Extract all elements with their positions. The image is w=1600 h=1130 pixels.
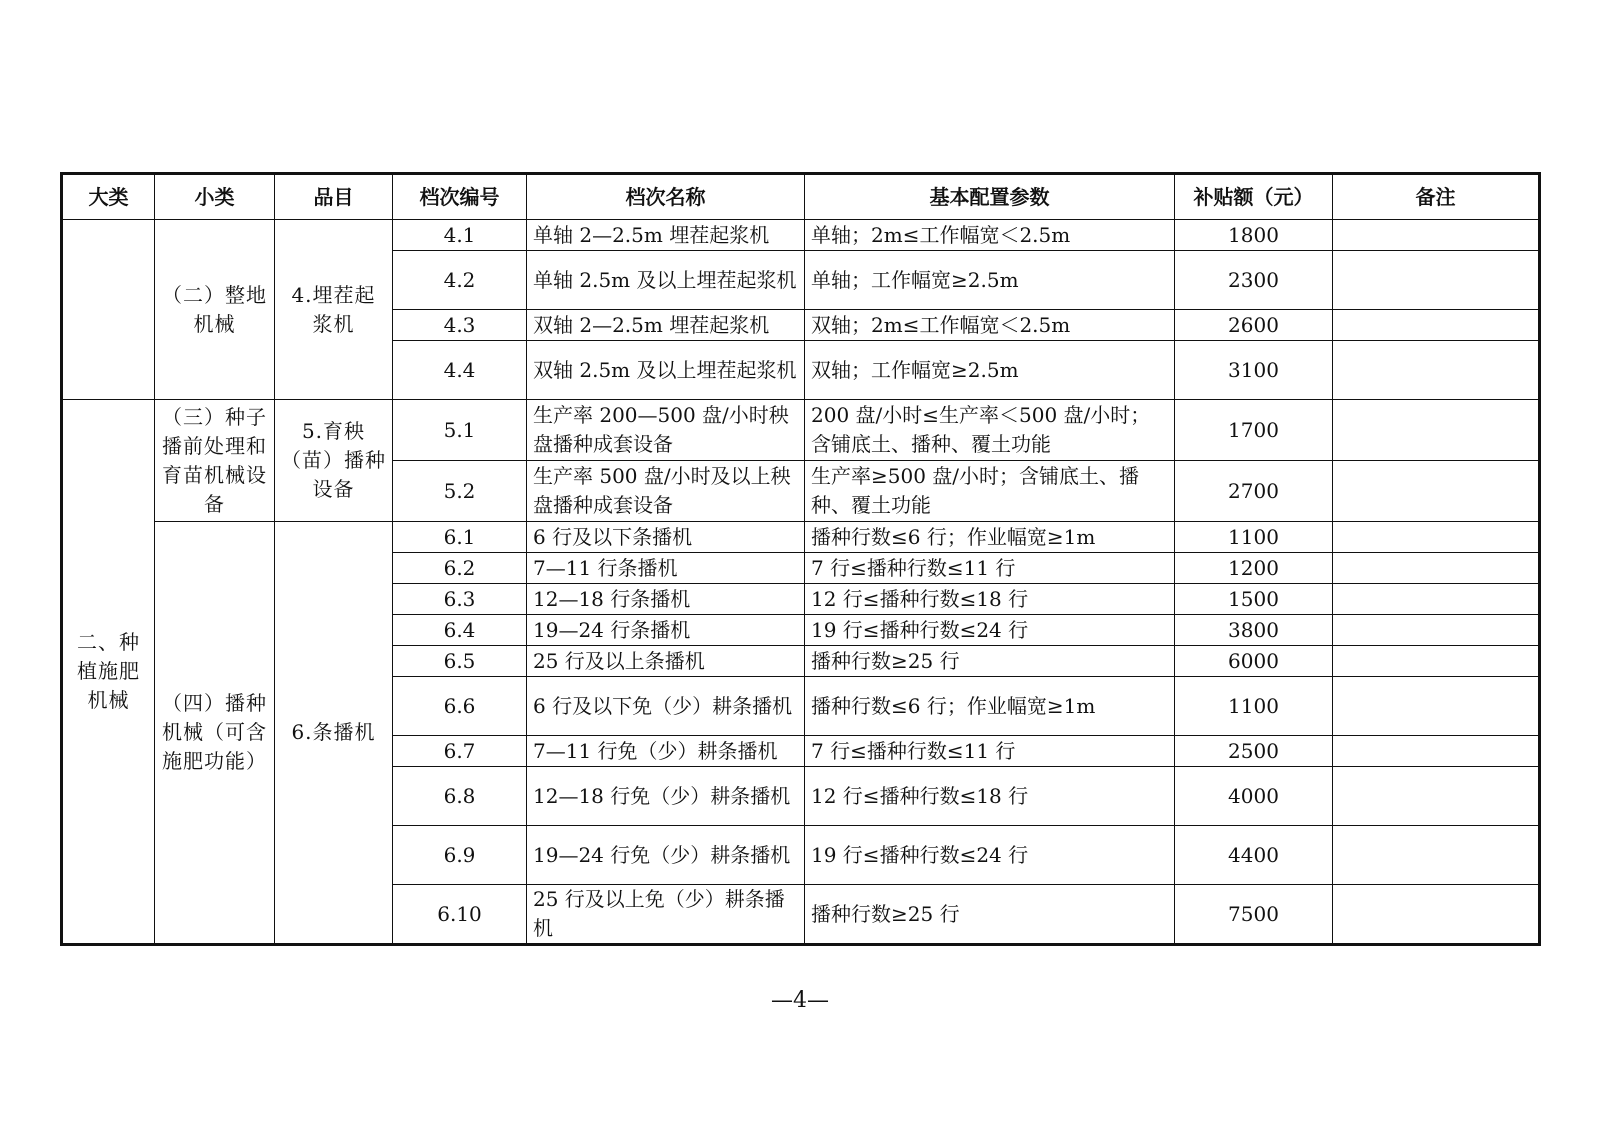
grade-name-cell: 25 行及以上条播机 [527,646,805,677]
item-cell: 5.育秧（苗）播种设备 [275,400,393,522]
params-cell: 200 盘/小时≤生产率＜500 盘/小时；含铺底土、播种、覆土功能 [805,400,1175,461]
grade-code-cell: 6.4 [393,615,527,646]
grade-code-cell: 6.5 [393,646,527,677]
item-cell: 6.条播机 [275,522,393,945]
params-cell: 12 行≤播种行数≤18 行 [805,584,1175,615]
grade-code-cell: 6.7 [393,736,527,767]
amount-cell: 2300 [1175,251,1333,310]
header-amount: 补贴额（元） [1175,174,1333,220]
note-cell [1333,310,1540,341]
grade-code-cell: 6.1 [393,522,527,553]
note-cell [1333,736,1540,767]
note-cell [1333,767,1540,826]
note-cell [1333,251,1540,310]
grade-code-cell: 6.9 [393,826,527,885]
amount-cell: 2700 [1175,461,1333,522]
subsidy-table [60,172,1541,946]
note-cell [1333,584,1540,615]
note-cell [1333,220,1540,251]
amount-cell: 1700 [1175,400,1333,461]
grade-code-cell: 4.4 [393,341,527,400]
amount-cell: 3800 [1175,615,1333,646]
grade-code-cell: 4.3 [393,310,527,341]
amount-cell: 2600 [1175,310,1333,341]
note-cell [1333,615,1540,646]
grade-code-cell: 6.8 [393,767,527,826]
params-cell: 播种行数≤6 行；作业幅宽≥1m [805,522,1175,553]
params-cell: 7 行≤播种行数≤11 行 [805,736,1175,767]
params-cell: 7 行≤播种行数≤11 行 [805,553,1175,584]
params-cell: 双轴；工作幅宽≥2.5m [805,341,1175,400]
grade-name-cell: 19—24 行免（少）耕条播机 [527,826,805,885]
subcategory-cell: （四）播种机械（可含施肥功能） [155,522,275,945]
amount-cell: 7500 [1175,885,1333,945]
page-number: —4— [771,988,829,1013]
params-cell: 19 行≤播种行数≤24 行 [805,615,1175,646]
grade-code-cell: 6.6 [393,677,527,736]
note-cell [1333,677,1540,736]
grade-name-cell: 双轴 2.5m 及以上埋茬起浆机 [527,341,805,400]
params-cell: 12 行≤播种行数≤18 行 [805,767,1175,826]
header-category: 大类 [62,174,155,220]
amount-cell: 6000 [1175,646,1333,677]
note-cell [1333,826,1540,885]
amount-cell: 4400 [1175,826,1333,885]
note-cell [1333,341,1540,400]
params-cell: 19 行≤播种行数≤24 行 [805,826,1175,885]
category-cell-empty [62,220,155,400]
params-cell: 单轴；工作幅宽≥2.5m [805,251,1175,310]
grade-code-cell: 6.10 [393,885,527,945]
grade-name-cell: 12—18 行免（少）耕条播机 [527,767,805,826]
grade-name-cell: 单轴 2.5m 及以上埋茬起浆机 [527,251,805,310]
header-subcategory: 小类 [155,174,275,220]
params-cell: 单轴；2m≤工作幅宽＜2.5m [805,220,1175,251]
params-cell: 播种行数≥25 行 [805,646,1175,677]
params-cell: 生产率≥500 盘/小时；含铺底土、播种、覆土功能 [805,461,1175,522]
header-item: 品目 [275,174,393,220]
amount-cell: 1500 [1175,584,1333,615]
subcategory-cell: （二）整地机械 [155,220,275,400]
grade-name-cell: 双轴 2—2.5m 埋茬起浆机 [527,310,805,341]
header-row [62,174,1540,220]
amount-cell: 1200 [1175,553,1333,584]
amount-cell: 1100 [1175,677,1333,736]
header-note: 备注 [1333,174,1540,220]
note-cell [1333,461,1540,522]
grade-name-cell: 19—24 行条播机 [527,615,805,646]
grade-code-cell: 6.2 [393,553,527,584]
header-grade-name: 档次名称 [527,174,805,220]
grade-name-cell: 25 行及以上免（少）耕条播机 [527,885,805,945]
table-row [62,400,1540,461]
grade-name-cell: 6 行及以下免（少）耕条播机 [527,677,805,736]
header-grade-code: 档次编号 [393,174,527,220]
amount-cell: 1800 [1175,220,1333,251]
params-cell: 播种行数≤6 行；作业幅宽≥1m [805,677,1175,736]
grade-name-cell: 单轴 2—2.5m 埋茬起浆机 [527,220,805,251]
grade-name-cell: 12—18 行条播机 [527,584,805,615]
note-cell [1333,522,1540,553]
grade-name-cell: 生产率 500 盘/小时及以上秧盘播种成套设备 [527,461,805,522]
grade-code-cell: 4.2 [393,251,527,310]
amount-cell: 2500 [1175,736,1333,767]
table-row [62,220,1540,251]
subcategory-cell: （三）种子播前处理和育苗机械设备 [155,400,275,522]
params-cell: 双轴；2m≤工作幅宽＜2.5m [805,310,1175,341]
grade-code-cell: 4.1 [393,220,527,251]
grade-code-cell: 5.2 [393,461,527,522]
grade-code-cell: 6.3 [393,584,527,615]
grade-name-cell: 7—11 行免（少）耕条播机 [527,736,805,767]
amount-cell: 3100 [1175,341,1333,400]
table-row [62,522,1540,553]
grade-code-cell: 5.1 [393,400,527,461]
grade-name-cell: 生产率 200—500 盘/小时秧盘播种成套设备 [527,400,805,461]
note-cell [1333,885,1540,945]
note-cell [1333,646,1540,677]
amount-cell: 4000 [1175,767,1333,826]
grade-name-cell: 7—11 行条播机 [527,553,805,584]
params-cell: 播种行数≥25 行 [805,885,1175,945]
amount-cell: 1100 [1175,522,1333,553]
item-cell: 4.埋茬起浆机 [275,220,393,400]
note-cell [1333,553,1540,584]
grade-name-cell: 6 行及以下条播机 [527,522,805,553]
header-params: 基本配置参数 [805,174,1175,220]
note-cell [1333,400,1540,461]
category-cell: 二、种植施肥机械 [62,400,155,945]
